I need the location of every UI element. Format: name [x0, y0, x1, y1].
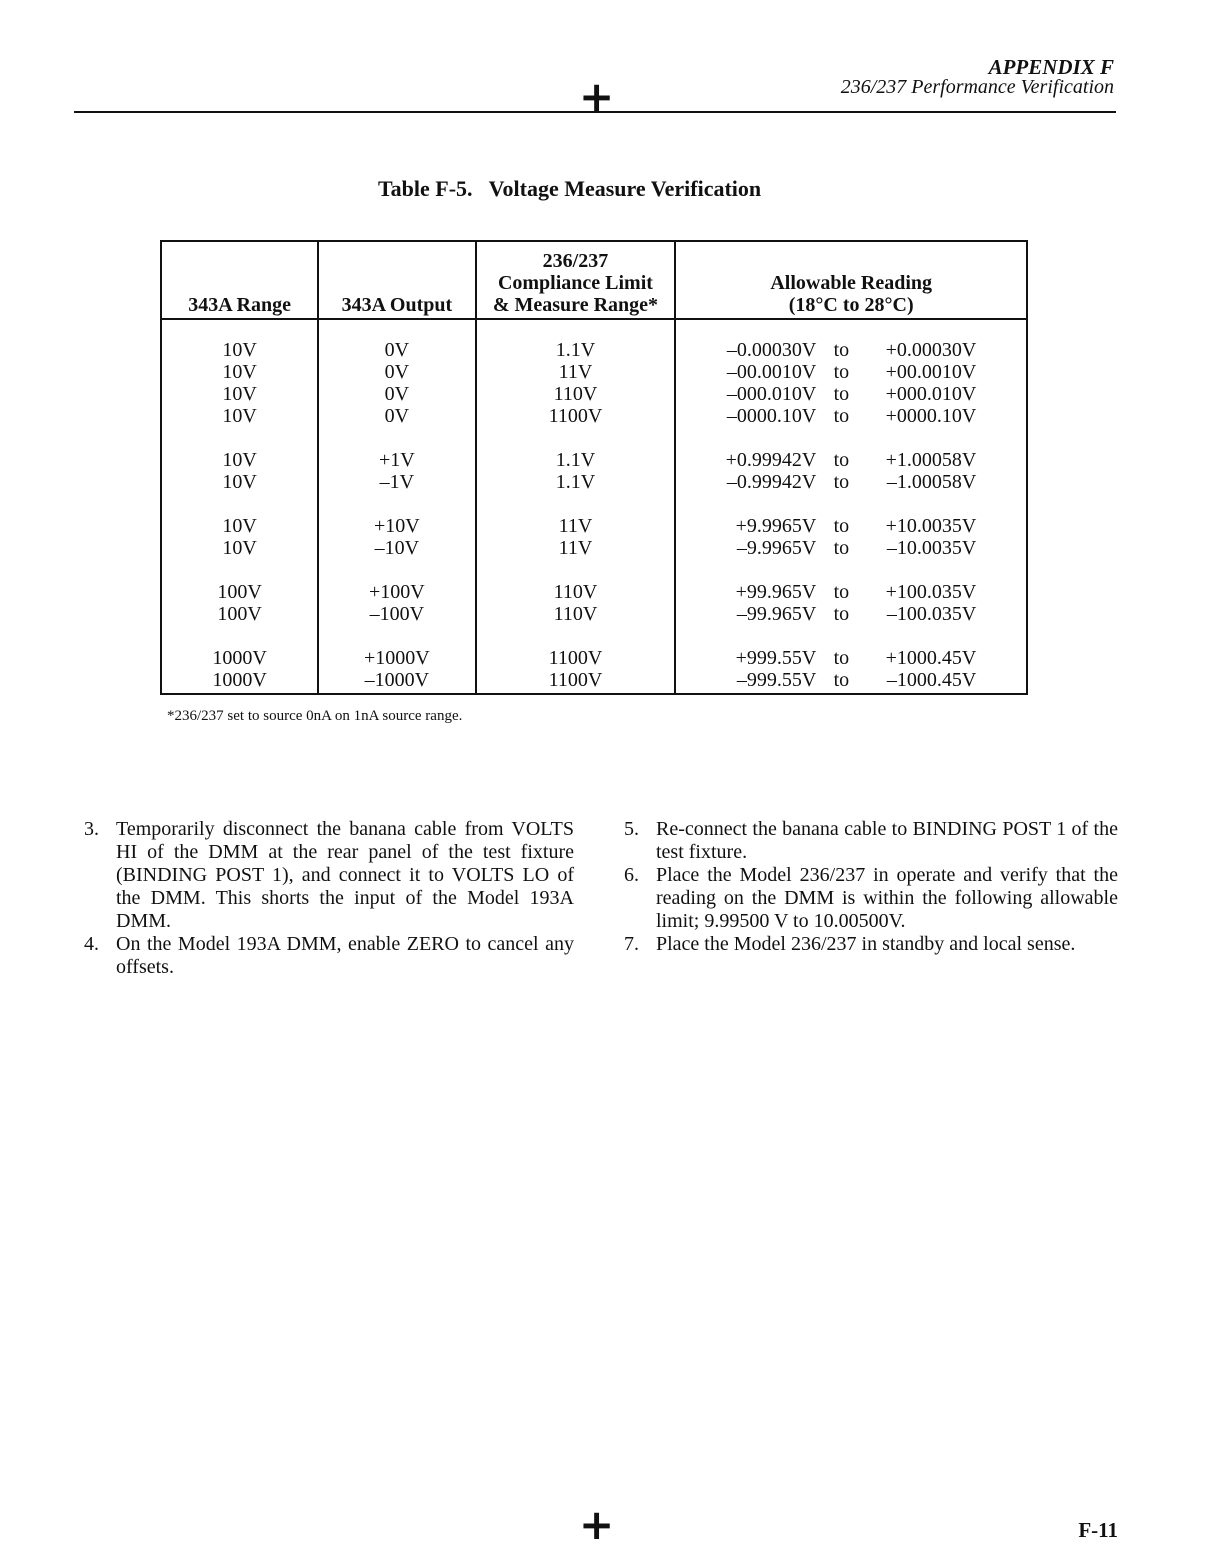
compliance-value: 1100V [548, 669, 603, 691]
header-compliance-line2: Compliance Limit [497, 272, 653, 294]
output-value: –10V [374, 537, 420, 559]
allowable-low: +999.55V [735, 647, 817, 669]
allowable-range [676, 471, 1020, 493]
cell-compliance [476, 427, 676, 493]
allowable-low: +9.9965V [735, 515, 817, 537]
table-row [161, 319, 1027, 427]
range-value: 10V [222, 339, 257, 361]
allowable-range [676, 515, 1020, 537]
range-to-word: to [833, 515, 850, 537]
range-to-word: to [833, 471, 850, 493]
allowable-high: +1000.45V [885, 647, 977, 669]
registration-mark-top: + [579, 72, 615, 121]
output-value: +100V [369, 581, 425, 603]
allowable-range [676, 383, 1020, 405]
compliance-value: 110V [553, 603, 598, 625]
allowable-range [676, 669, 1020, 691]
header-allowable-line1: Allowable Reading [770, 272, 933, 294]
allowable-range [676, 361, 1020, 383]
range-to-word: to [833, 537, 850, 559]
allowable-low: –00.0010V [726, 361, 817, 383]
compliance-value: 11V [558, 515, 593, 537]
cell-range [161, 559, 318, 625]
cell-output [318, 625, 475, 694]
step-item [624, 933, 1118, 956]
range-value: 100V [217, 603, 262, 625]
allowable-high: +0.00030V [885, 339, 977, 361]
allowable-range [676, 647, 1020, 669]
allowable-low: –99.965V [736, 603, 817, 625]
header-rule [74, 111, 1116, 113]
cell-range [161, 427, 318, 493]
voltage-measure-table [160, 240, 1028, 695]
allowable-low: –000.010V [726, 383, 817, 405]
allowable-range [676, 581, 1020, 603]
range-value: 10V [222, 515, 257, 537]
range-value: 10V [222, 471, 257, 493]
step-item [84, 933, 574, 979]
range-value: 1000V [212, 647, 267, 669]
appendix-label: APPENDIX F [988, 55, 1114, 79]
allowable-high: –100.035V [886, 603, 977, 625]
cell-compliance [476, 493, 676, 559]
allowable-low: –0.99942V [726, 471, 817, 493]
cell-allowable-reading [675, 427, 1027, 493]
cell-range [161, 493, 318, 559]
step-item [624, 864, 1118, 933]
allowable-range [676, 405, 1020, 427]
compliance-value: 1.1V [555, 471, 596, 493]
range-to-word: to [833, 449, 850, 471]
cell-compliance [476, 319, 676, 427]
compliance-value: 11V [558, 537, 593, 559]
range-to-word: to [833, 339, 850, 361]
cell-range [161, 625, 318, 694]
step-text: Place the Model 236/237 in operate and verify that the reading on the DMM is within the following allowable limit; 9.99500 V to 10.00500V. [656, 864, 1118, 932]
cell-compliance [476, 559, 676, 625]
header-343a-range: 343A Range [161, 241, 318, 319]
allowable-high: +10.0035V [885, 515, 977, 537]
range-value: 1000V [212, 669, 267, 691]
table-header-row [161, 241, 1027, 319]
allowable-low: +0.99942V [725, 449, 817, 471]
cell-allowable-reading [675, 625, 1027, 694]
step-number: 6. [624, 864, 639, 886]
cell-output [318, 559, 475, 625]
step-number: 3. [84, 818, 99, 840]
header-allowable-reading [675, 241, 1027, 319]
range-value: 10V [222, 383, 257, 405]
step-text: On the Model 193A DMM, enable ZERO to cancel any offsets. [116, 933, 574, 978]
range-to-word: to [833, 383, 850, 405]
table-group [161, 625, 1027, 694]
range-value: 10V [222, 537, 257, 559]
allowable-high: +0000.10V [885, 405, 977, 427]
range-to-word: to [833, 405, 850, 427]
allowable-range [676, 339, 1020, 361]
step-item [624, 818, 1118, 864]
allowable-range [676, 537, 1020, 559]
range-value: 10V [222, 361, 257, 383]
output-value: +10V [374, 515, 420, 537]
allowable-low: –9.9965V [736, 537, 817, 559]
allowable-low: –0000.10V [726, 405, 817, 427]
compliance-value: 1100V [548, 405, 603, 427]
cell-allowable-reading [675, 559, 1027, 625]
allowable-high: –1.00058V [886, 471, 977, 493]
table-group [161, 319, 1027, 427]
allowable-low: –999.55V [736, 669, 817, 691]
output-value: 0V [384, 383, 410, 405]
table-footnote: *236/237 set to source 0nA on 1nA source range. [167, 708, 463, 724]
steps-left-column [84, 818, 574, 979]
range-to-word: to [833, 603, 850, 625]
allowable-range [676, 449, 1020, 471]
allowable-low: +99.965V [735, 581, 817, 603]
range-value: 10V [222, 405, 257, 427]
step-item [84, 818, 574, 933]
cell-output [318, 493, 475, 559]
registration-mark-bottom: + [579, 1500, 615, 1549]
section-subtitle: 236/237 Performance Verification [840, 76, 1114, 98]
step-number: 7. [624, 933, 639, 955]
compliance-value: 11V [558, 361, 593, 383]
range-to-word: to [833, 669, 850, 691]
step-text: Place the Model 236/237 in standby and local sense. [656, 933, 1076, 955]
cell-allowable-reading [675, 319, 1027, 427]
output-value: +1V [379, 449, 415, 471]
steps-right-column [624, 818, 1118, 956]
range-to-word: to [833, 581, 850, 603]
compliance-value: 110V [553, 581, 598, 603]
range-to-word: to [833, 361, 850, 383]
compliance-value: 1.1V [555, 449, 596, 471]
allowable-high: +000.010V [885, 383, 977, 405]
header-compliance-line1: 236/237 [542, 250, 609, 272]
range-value: 100V [217, 581, 262, 603]
header-compliance-line3: & Measure Range* [492, 294, 659, 316]
output-value: 0V [384, 405, 410, 427]
range-value: 10V [222, 449, 257, 471]
header-allowable-line2: (18°C to 28°C) [788, 294, 914, 316]
cell-output [318, 427, 475, 493]
header-compliance-limit [476, 241, 676, 319]
header-343a-output: 343A Output [318, 241, 475, 319]
table-row [161, 493, 1027, 559]
output-value: 0V [384, 361, 410, 383]
allowable-high: +00.0010V [885, 361, 977, 383]
step-text: Temporarily disconnect the banana cable from VOLTS HI of the DMM at the rear panel of the test fixture (BINDING POST 1), and connect it to VOLTS LO of the DMM. This shorts the input of the Model 193A DMM. [116, 818, 574, 932]
output-value: –1V [379, 471, 415, 493]
output-value: 0V [384, 339, 410, 361]
cell-output [318, 319, 475, 427]
output-value: +1000V [364, 647, 430, 669]
table-group [161, 493, 1027, 559]
table-row [161, 427, 1027, 493]
step-number: 5. [624, 818, 639, 840]
cell-compliance [476, 625, 676, 694]
page-number: F-11 [1078, 1518, 1118, 1542]
table-group [161, 427, 1027, 493]
allowable-high: +1.00058V [885, 449, 977, 471]
compliance-value: 1100V [548, 647, 603, 669]
allowable-high: –10.0035V [886, 537, 977, 559]
cell-range [161, 319, 318, 427]
step-text: Re-connect the banana cable to BINDING POST 1 of the test fixture. [656, 818, 1118, 863]
output-value: –100V [369, 603, 425, 625]
compliance-value: 110V [553, 383, 598, 405]
allowable-high: –1000.45V [886, 669, 977, 691]
table-row [161, 625, 1027, 694]
output-value: –1000V [364, 669, 430, 691]
allowable-range [676, 603, 1020, 625]
compliance-value: 1.1V [555, 339, 596, 361]
allowable-low: –0.00030V [726, 339, 817, 361]
allowable-high: +100.035V [885, 581, 977, 603]
step-number: 4. [84, 933, 99, 955]
table-title: Table F-5. Voltage Measure Verification [378, 176, 762, 201]
table-row [161, 559, 1027, 625]
table-group [161, 559, 1027, 625]
cell-allowable-reading [675, 493, 1027, 559]
range-to-word: to [833, 647, 850, 669]
